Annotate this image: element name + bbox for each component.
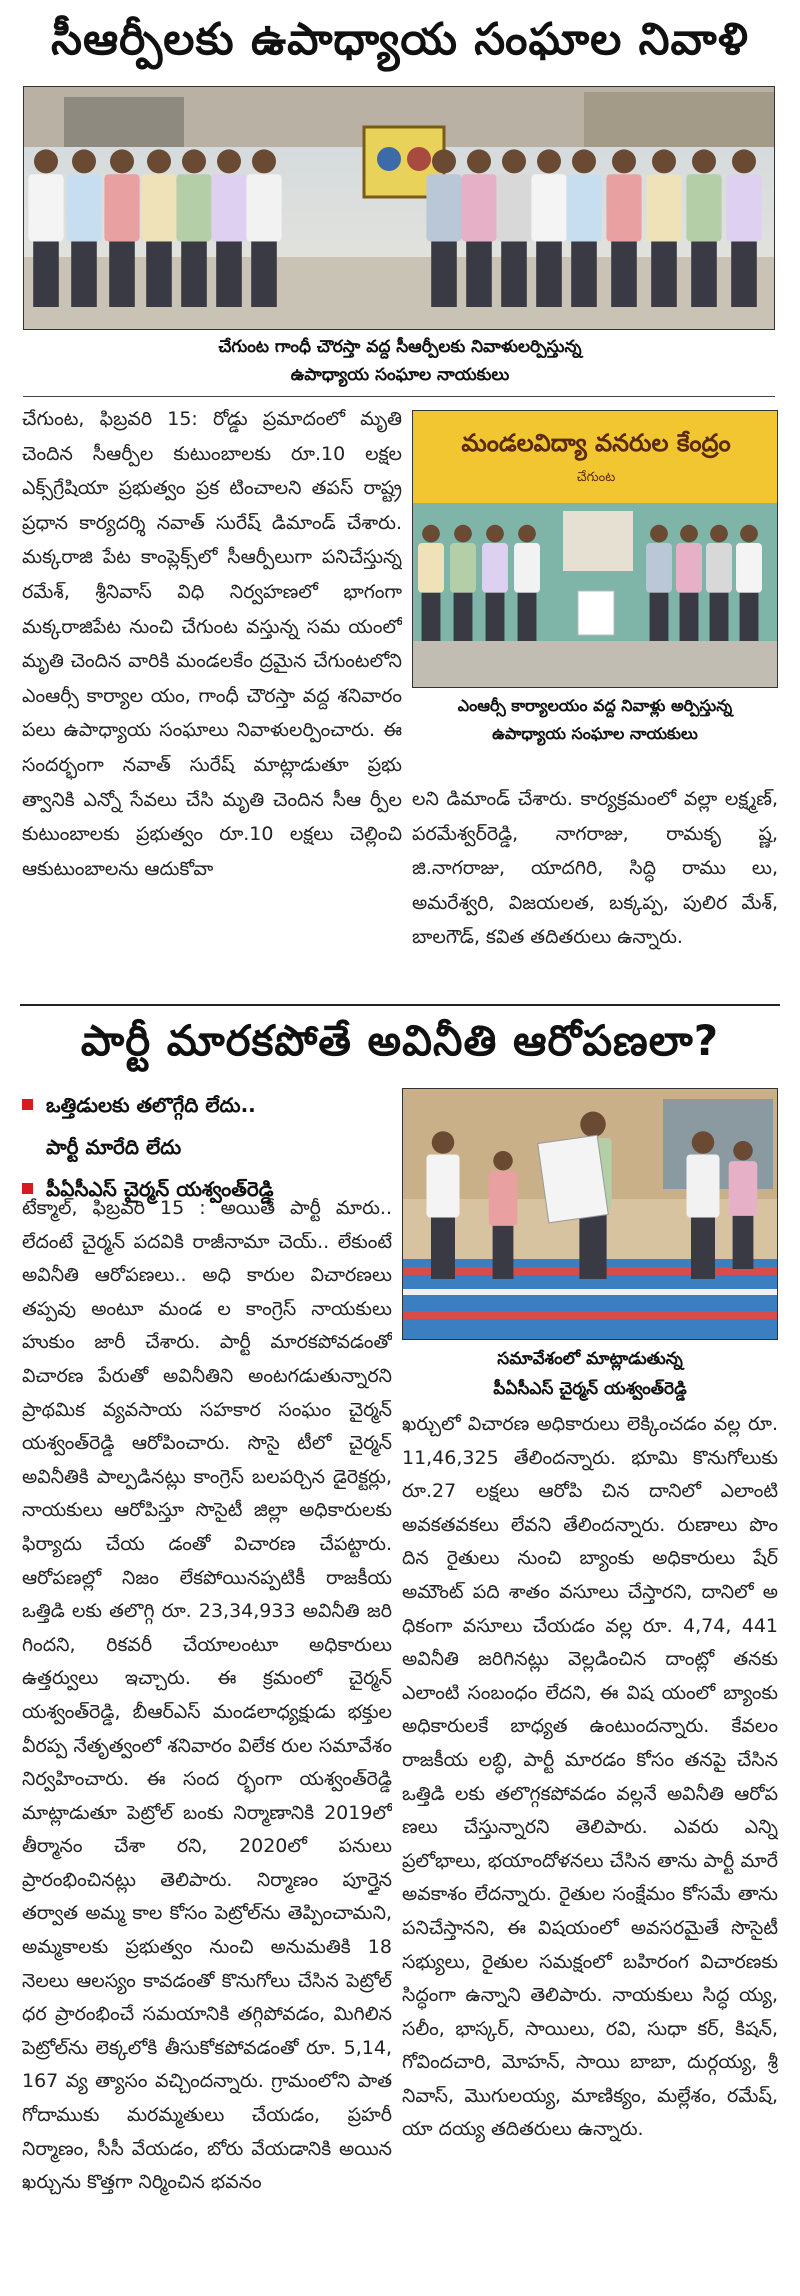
photo-press-meet	[402, 1088, 778, 1340]
story1-body-right-text: లని డిమాండ్ చేశారు. కార్యక్రమంలో వల్లా లక్ష్మణ్, పరమేశ్వర్‌రెడ్డి, నాగరాజు, రామకృ ష్ణ, జి.నాగరాజు, యాదగిరి, సిద్ధి రాము లు, అమరేశ్వరి, విజయలత, బక్కప్ప, పులిర మేశ్, బాలగౌడ్, కవిత తదితరులు ఉన్నారు.	[412, 788, 778, 949]
photo1-caption-line2: ఉపాధ్యాయ సంఘాల నాయకులు	[290, 365, 510, 385]
photo2-caption	[412, 692, 778, 748]
story1-body-right	[412, 782, 778, 958]
story1-body-left-text: చేగుంట, ఫిబ్రవరి 15: రోడ్డు ప్రమాదంలో మృతి చెందిన సీఆర్పీల కుటుంబాలకు రూ.10 లక్షల ఎక్స్‌గ్రేషియా ప్రభుత్వం ప్రక టించాలని తపస్ రాష్ట్ర ప్రధాన కార్యదర్శి నవాత్ సురేష్ డిమాండ్ చేశారు. మక్కరాజి పేట కాంప్లెక్స్‌లో సీఆర్పీలుగా పనిచేస్తున్న రమేశ్, శ్రీనివాస్ విధి నిర్వహణలో భాగంగా మక్కరాజిపేట నుంచి చేగుంట వస్తున్న సమ యంలో మృతి చెందిన వారికి మండలకేం ద్రమైన చేగుంటలోని ఎంఆర్సీ కార్యాల యం, గాంధీ చౌరస్తా వద్ద శనివారం పలు ఉపాధ్యాయ సంఘాలు నివాళులర్పించారు. ఈ సందర్భంగా నవాత్ సురేష్ మాట్లాడుతూ ప్రభు త్వానికి ఎన్నో సేవలు చేసి మృతి చెందిన సీఆ ర్పీల కుటుంబాలకు ప్రభుత్వం రూ.10 లక్షలు చెల్లించి ఆకుటుంబాలను ఆదుకోవా	[22, 408, 402, 880]
mrc-photo-illustration	[413, 411, 778, 688]
photo-mrc-office	[412, 410, 778, 688]
story-divider	[20, 1004, 780, 1006]
photo3-caption	[402, 1344, 778, 1404]
photo-gandhi-chowrasta	[23, 86, 775, 330]
photo2-caption-line1: ఎంఆర్సీ కార్యాలయం వద్ద నివాళ్లు అర్పిస్తున్న	[457, 696, 733, 715]
photo2-caption-line2: ఉపాధ్యాయ సంఘాల నాయకులు	[492, 724, 698, 743]
banner-text: మండలవిద్యా వనరుల కేంద్రం	[461, 429, 731, 457]
caption-rule	[23, 396, 775, 397]
story2-headline: పార్టీ మారకపోతే అవినీతి ఆరోపణలా?	[80, 1016, 720, 1065]
story2-body-left	[22, 1192, 392, 2292]
photo3-caption-line1: సమావేశంలో మాట్లాడుతున్న	[497, 1349, 683, 1369]
story2-body-left-text: టేక్మాల్, ఫిబ్రవరి 15 : అయితే పార్టీ మారు.. లేదంటే చైర్మన్ పదవికి రాజీనామా చెయ్.. లేకుంటే అవినీతి ఆరోపణలు.. అధి కారుల విచారణలు తప్పవు అంటూ మండ ల కాంగ్రెస్ నాయకులు హుకుం జారీ చేశారు. పార్టీ మారకపోవడంతో విచారణ పేరుతో అవినీతిని అంటగడుతున్నారని ప్రాథమిక వ్యవసాయ సహకార సంఘం చైర్మన్ యశ్వంత్‌రెడ్డి ఆరోపించారు. సొసై టీలో చైర్మన్ అవినీతికి పాల్పడినట్లు కాంగ్రెస్ బలపర్చిన డైరెక్టర్లు, నాయకులు ఆరోపిస్తూ సొసైటీ జిల్లా అధికారులకు ఫిర్యాదు చేయ డంతో విచారణ చేపట్టారు. ఆరోపణల్లో నిజం లేకపోయినప్పటికీ రాజకీయ ఒత్తిడి లకు తలొగ్గి రూ. 23,34,933 అవినీతి జరి గిందని, రికవరీ చేయాలంటూ అధికారులు ఉత్తర్వులు ఇచ్చారు. ఈ క్రమంలో చైర్మన్ యశ్వంత్‌రెడ్డి, బీఆర్ఎస్ మండలాధ్యక్షుడు భక్తుల వీరప్ప నేతృత్వంలో శనివారం విలేక రుల సమావేశం నిర్వహించారు. ఈ సంద ర్భంగా యశ్వంత్‌రెడ్డి మాట్లాడుతూ పెట్రోల్ బంకు నిర్మాణానికి 2019లో తీర్మానం చేశా రని, 2020లో పనులు ప్రారంభించినట్లు తెలిపారు. నిర్మాణం పూర్తైన తర్వాత అమ్మ కాల కోసం పెట్రోల్‌ను తెప్పించామని, అమ్మకాలకు ప్రభుత్వం నుంచి అనుమతికి 18 నెలలు ఆలస్యం కావడంతో కొనుగోలు చేసిన పెట్రోల్ ధర ప్రారంభించే సమయానికి తగ్గిపోవడం, మిగిలిన పెట్రోల్‌ను లెక్కలోకి తీసుకోకపోవడంతో రూ. 5,14, 167 వ్య త్యాసం వచ్చిందన్నారు. గ్రామంలోని పాత గోదాముకు మరమ్మతులు చేయడం, ప్రహరీ నిర్మాణం, సీసీ వేయడం, బోరు వేయడానికి అయిన ఖర్చును కొత్తగా నిర్మించిన భవనం	[22, 1197, 392, 2194]
photo1-caption-line1: చేగుంట గాంధీ చౌరస్తా వద్ద సీఆర్పీలకు నివాళులర్పిస్తున్న	[218, 337, 582, 357]
story2-body-right	[402, 1408, 778, 2288]
highlight-text: పీఏసీఎస్ చైర్మన్ యశ్వంత్‌రెడ్డి	[46, 1177, 274, 1201]
photo3-caption-line2: పీఏసీఎస్ చైర్మన్ యశ్వంత్‌రెడ్డి	[493, 1379, 687, 1399]
story2-body-right-text: ఖర్చులో విచారణ అధికారులు లెక్కించడం వల్ల రూ. 11,46,325 తేలిందన్నారు. భూమి కొనుగోలుకు రూ.27 లక్షలు ఆరోపి చిన దానిలో ఎలాంటి అవకతవకలు లేవని తేలిందన్నారు. రుణాలు పొం దిన రైతులు నుంచి బ్యాంకు అధికారులు షేర్ అమౌంట్ పది శాతం వసూలు చేస్తారని, దానిలో అ ధికంగా వసూలు చేయడం వల్ల రూ. 4,74, 441 అవినీతి జరిగినట్లు వెల్లడించిన దాంట్లో తనకు ఎలాంటి సంబంధం లేదని, ఈ విష యంలో బ్యాంకు అధికారులకే బాధ్యత ఉంటుందన్నారు. కేవలం రాజకీయ లబ్ధి, పార్టీ మారడం కోసం తనపై చేసిన ఒత్తిడి లకు తలొగ్గకపోవడం వల్లనే అవినీతి ఆరోప ణలు చేస్తున్నారని తెలిపారు. ఎవరు ఎన్ని ప్రలోభాలు, భయాందోళనలు చేసిన తాను పార్టీ మారే అవకాశం లేదన్నారు. రైతుల సంక్షేమం కోసమే తాను పనిచేస్తానని, ఈ విషయంలో అవసరమైతే సొసైటీ సభ్యులు, రైతుల సమక్షంలో బహిరంగ విచారణకు సిద్ధంగా ఉన్నాని తెలిపారు. నాయకులు సిద్ధ య్య, సలీం, భాస్కర్, సాయిలు, రవి, సుధా కర్, కిషన్, గోవిందచారి, మోహన్, సాయి బాబా, దుర్గయ్య, శ్రీ నివాస్, మొగులయ్య, మాణిక్యం, మల్లేశం, రమేష్, యా దయ్య తదితరులు ఉన్నారు.	[402, 1413, 778, 2141]
highlight-text: పార్టీ మారేది లేదు	[46, 1135, 182, 1159]
highlight-item	[22, 1088, 392, 1122]
highlight-item	[22, 1130, 392, 1164]
story1-headline: సీఆర్పీలకు ఉపాధ్యాయ సంఘాల నివాళి	[51, 14, 749, 65]
photo1-caption	[120, 333, 680, 389]
red-square-bullet-icon	[22, 1099, 33, 1110]
banner-sub: చేగుంట	[576, 470, 616, 485]
highlight-text: ఒత్తిడులకు తలొగ్గేది లేదు..	[46, 1093, 256, 1117]
press-meet-photo-illustration	[403, 1089, 778, 1340]
story1-body-left	[22, 402, 402, 958]
group-photo-illustration	[24, 87, 775, 330]
